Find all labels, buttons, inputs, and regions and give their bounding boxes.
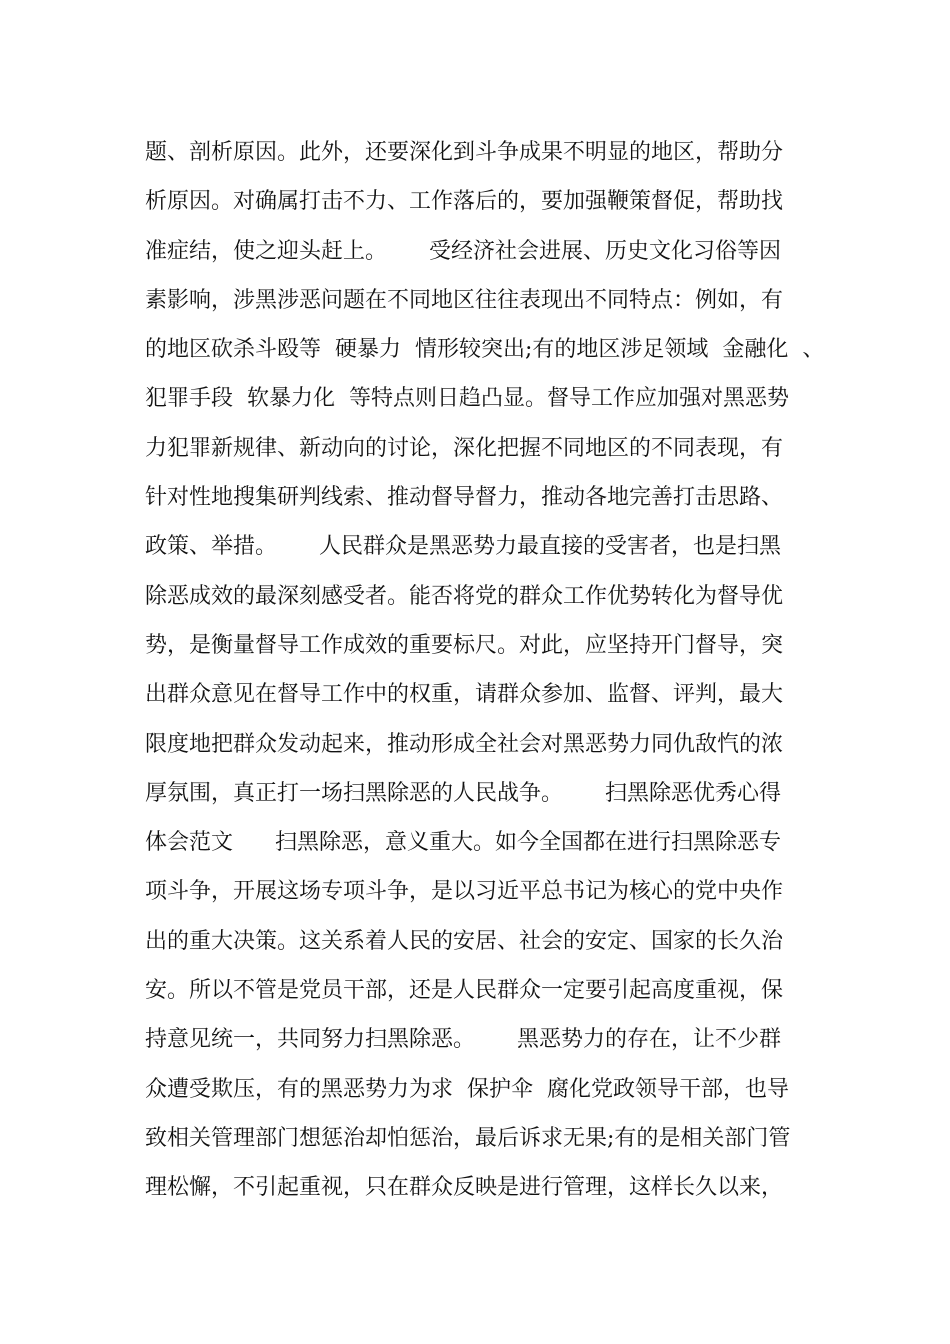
text-line: 析原因。对确属打击不力、工作落后的，要加强鞭策督促，帮助找 — [145, 189, 784, 215]
text-line: 出群众意见在督导工作中的权重，请群众参加、监督、评判，最大 — [145, 682, 784, 708]
text-line: 政策、举措。 人民群众是黑恶势力最直接的受害者，也是扫黑 — [145, 534, 781, 560]
text-line: 素影响，涉黑涉恶问题在不同地区往往表现出不同特点：例如，有 — [145, 287, 784, 313]
body-text — [145, 128, 825, 1213]
text-line: 项斗争，开展这场专项斗争，是以习近平总书记为核心的党中央作 — [145, 879, 784, 905]
text-line: 出的重大决策。这关系着人民的安居、社会的安定、国家的长久治 — [145, 928, 784, 954]
text-line: 除恶成效的最深刻感受者。能否将党的群众工作优势转化为督导优 — [145, 583, 784, 609]
text-line: 准症结，使之迎头赶上。 受经济社会进展、历史文化习俗等因 — [145, 238, 781, 264]
text-line: 针对性地搜集研判线索、推动督导督力，推动各地完善打击思路、 — [145, 485, 784, 511]
text-line: 犯罪手段 软暴力化 等特点则日趋凸显。督导工作应加强对黑恶势 — [145, 386, 789, 412]
text-line: 众遭受欺压，有的黑恶势力为求 保护伞 腐化党政领导干部，也导 — [145, 1076, 789, 1102]
text-line: 理松懈，不引起重视，只在群众反映是进行管理，这样长久以来， — [145, 1175, 784, 1201]
text-line: 力犯罪新规律、新动向的讨论，深化把握不同地区的不同表现，有 — [145, 435, 784, 461]
text-line: 厚氛围，真正打一场扫黑除恶的人民战争。 扫黑除恶优秀心得 — [145, 780, 781, 806]
text-line: 致相关管理部门想惩治却怕惩治，最后诉求无果;有的是相关部门管 — [145, 1125, 791, 1151]
text-line: 持意见统一，共同努力扫黑除恶。 黑恶势力的存在，让不少群 — [145, 1027, 781, 1053]
text-line: 势，是衡量督导工作成效的重要标尺。对此，应坚持开门督导，突 — [145, 632, 784, 658]
text-line: 的地区砍杀斗殴等 硬暴力 情形较突出;有的地区涉足领域 金融化 、 — [145, 337, 825, 363]
text-line: 体会范文 扫黑除恶，意义重大。如今全国都在进行扫黑除恶专 — [145, 830, 781, 856]
text-line: 题、剖析原因。此外，还要深化到斗争成果不明显的地区，帮助分 — [145, 140, 784, 165]
text-line: 安。所以不管是党员干部，还是人民群众一定要引起高度重视，保 — [145, 978, 784, 1004]
text-line: 限度地把群众发动起来，推动形成全社会对黑恶势力同仇敌忾的浓 — [145, 731, 784, 757]
